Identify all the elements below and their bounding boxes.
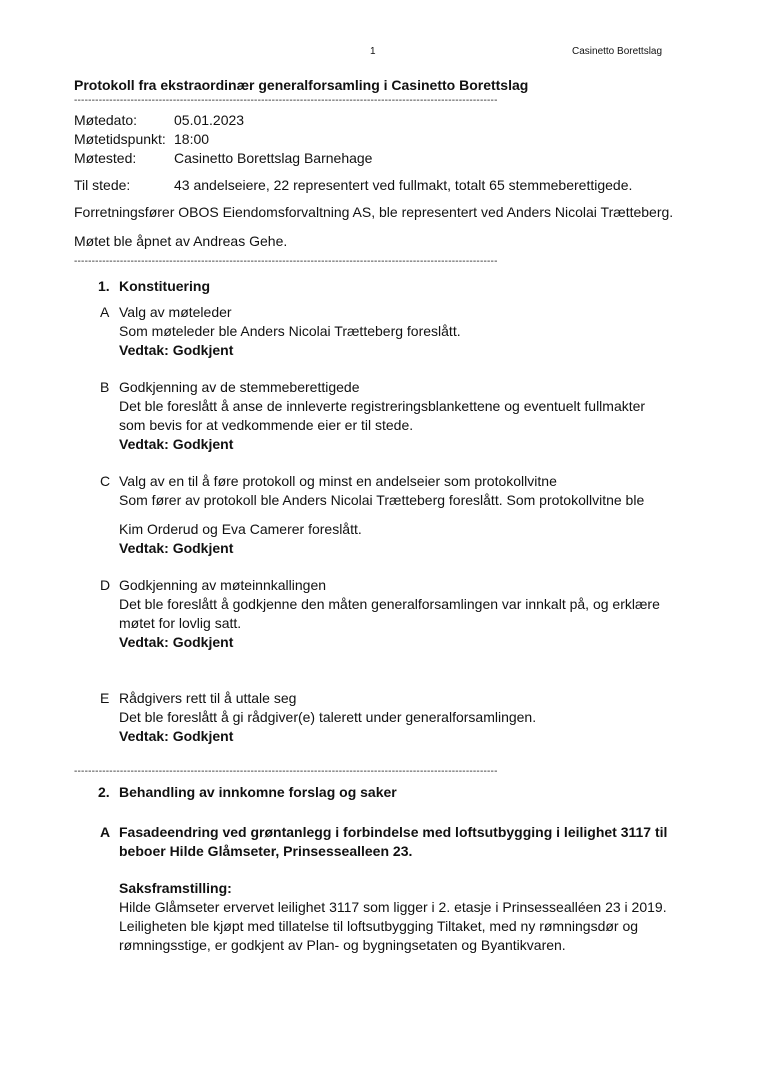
meta-date-label: Møtedato: bbox=[74, 112, 138, 128]
item-heading: Fasadeendring ved grøntanlegg i forbindelse med loftsutbygging i leilighet 3117 til bbox=[119, 824, 668, 840]
meta-place-label: Møtested: bbox=[74, 150, 137, 166]
section-number: 1. bbox=[98, 278, 110, 294]
item-letter: A bbox=[100, 304, 110, 320]
section-title: Konstituering bbox=[119, 278, 210, 294]
item-text-line: som bevis for at vedkommende eier er til stede. bbox=[119, 417, 414, 433]
item-text-line: Det ble foreslått å godkjenne den måten generalforsamlingen var innkalt på, og erklære bbox=[119, 596, 660, 612]
separator-line: ------------------------------------------------------------------------------------------------------------------------ bbox=[74, 95, 498, 106]
item-text-line: møtet for lovlig satt. bbox=[119, 615, 242, 631]
item-letter: D bbox=[100, 577, 111, 593]
item-heading: Valg av en til å føre protokoll og minst en andelseier som protokollvitne bbox=[119, 473, 557, 489]
item-letter: C bbox=[100, 473, 111, 489]
section-number: 2. bbox=[98, 784, 110, 800]
item-text-line: Det ble foreslått å anse de innleverte registreringsblankettene og eventuelt fullmakter bbox=[119, 398, 646, 414]
item-heading: beboer Hilde Glåmseter, Prinsessealleen 23. bbox=[119, 843, 413, 859]
opened-line: Møtet ble åpnet av Andreas Gehe. bbox=[74, 233, 288, 249]
item-decision: Vedtak: Godkjent bbox=[119, 436, 234, 452]
item-heading: Valg av møteleder bbox=[119, 304, 232, 320]
separator-line: ------------------------------------------------------------------------------------------------------------------------ bbox=[74, 766, 498, 777]
item-text-line: Leiligheten ble kjøpt med tillatelse til loftsutbygging Tiltaket, med ny rømningsdør og bbox=[119, 918, 639, 934]
item-heading: Godkjenning av møteinnkallingen bbox=[119, 577, 327, 593]
separator-line: ------------------------------------------------------------------------------------------------------------------------ bbox=[74, 256, 498, 267]
meta-date-value: 05.01.2023 bbox=[174, 112, 245, 128]
item-text-line: Det ble foreslått å gi rådgiver(e) talerett under generalforsamlingen. bbox=[119, 709, 537, 725]
meta-time-value: 18:00 bbox=[174, 131, 210, 147]
meta-present-value: 43 andelseiere, 22 representert ved fullmakt, totalt 65 stemmeberettigede. bbox=[174, 177, 633, 193]
meta-time-label: Møtetidspunkt: bbox=[74, 131, 166, 147]
item-decision: Vedtak: Godkjent bbox=[119, 634, 234, 650]
item-text-line: rømningsstige, er godkjent av Plan- og bygningsetaten og Byantikvaren. bbox=[119, 937, 566, 953]
meta-place-value: Casinetto Borettslag Barnehage bbox=[174, 150, 373, 166]
section-title: Behandling av innkomne forslag og saker bbox=[119, 784, 397, 800]
item-letter: A bbox=[100, 824, 111, 840]
item-decision: Vedtak: Godkjent bbox=[119, 728, 234, 744]
document-title: Protokoll fra ekstraordinær generalforsamling i Casinetto Borettslag bbox=[74, 77, 529, 93]
item-text-line: Som fører av protokoll ble Anders Nicolai Trætteberg foreslått. Som protokollvitne ble bbox=[119, 492, 645, 508]
page-number: 1 bbox=[370, 46, 376, 57]
item-text-line: Kim Orderud og Eva Camerer foreslått. bbox=[119, 521, 362, 537]
item-text-line: Hilde Glåmseter ervervet leilighet 3117 som ligger i 2. etasje i Prinsessealléen 23 i 2019. bbox=[119, 899, 667, 915]
item-text-line: Som møteleder ble Anders Nicolai Trætteberg foreslått. bbox=[119, 323, 461, 339]
item-letter: B bbox=[100, 379, 110, 395]
header-org-name: Casinetto Borettslag bbox=[572, 46, 663, 57]
item-decision: Vedtak: Godkjent bbox=[119, 342, 234, 358]
manager-line: Forretningsfører OBOS Eiendomsforvaltning AS, ble representert ved Anders Nicolai Trætteberg. bbox=[74, 204, 674, 220]
item-decision: Vedtak: Godkjent bbox=[119, 540, 234, 556]
item-heading: Rådgivers rett til å uttale seg bbox=[119, 690, 297, 706]
item-letter: E bbox=[100, 690, 110, 706]
item-subheading: Saksframstilling: bbox=[119, 880, 232, 896]
item-heading: Godkjenning av de stemmeberettigede bbox=[119, 379, 360, 395]
meta-present-label: Til stede: bbox=[74, 177, 131, 193]
